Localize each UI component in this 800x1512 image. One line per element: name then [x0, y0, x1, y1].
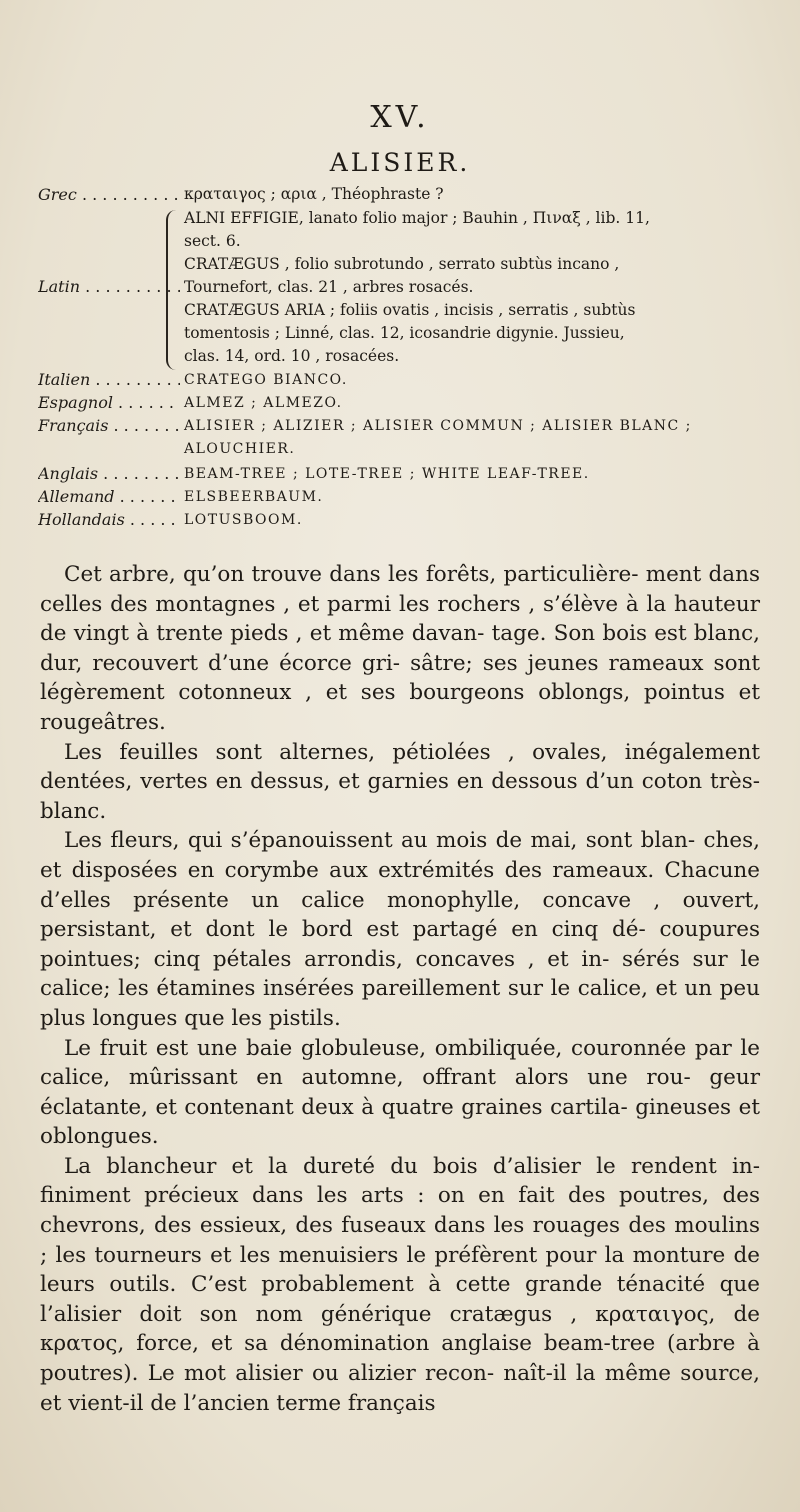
lang-label-espagnol: Espagnol . . . — [38, 391, 180, 414]
lang-label-latin: Latin . . . — [38, 275, 180, 298]
body-text — [40, 560, 760, 1418]
synonym-latin-line: clas. 14, ord. 10 , rosacées. — [184, 347, 400, 365]
lang-label-francais: Français . . . — [38, 414, 180, 437]
synonym-latin-line: Tournefort, clas. 21 , arbres rosacés. — [184, 278, 474, 296]
synonym-grec: κραταιγος ; αρια , Théophraste ? — [184, 185, 444, 203]
paragraph: Les feuilles sont alternes, pétiolées , ovales, inégalement dentées, vertes en dessus, et garnies en dessous d’un coton très-blanc. — [40, 739, 760, 824]
latin-brace — [166, 210, 178, 370]
synonym-francais: ALISIER ; ALIZIER ; ALISIER COMMUN ; ALISIER BLANC ; — [184, 418, 692, 434]
synonym-latin-line: tomentosis ; Linné, clas. 12, icosandrie digynie. Jussieu, — [184, 324, 625, 342]
synonym-anglais: BEAM-TREE ; LOTE-TREE ; WHITE LEAF-TREE. — [184, 466, 590, 482]
synonym-hollandais: LOTUSBOOM. — [184, 512, 303, 528]
synonym-latin-line: CRATÆGUS ARIA ; foliis ovatis , incisis , serratis , subtùs — [184, 301, 636, 319]
page-number: XV. — [370, 100, 430, 135]
chapter-title: ALISIER. — [329, 148, 471, 177]
paragraph: Les fleurs, qui s’épanouissent au mois de mai, sont blan- ches, et disposées en corymbe aux extrémités des rameaux. Chacune d’elles présente un calice monophylle, concave , ouvert, persistant, et dont le bord est partagé en cinq dé- coupures pointues; cinq pétales arrondis, concaves , et in- sérés sur le calice; les étamines insérées pareillement sur le calice, et un peu plus longues que les pistils. — [40, 828, 760, 1031]
lang-label-allemand: Allemand . . . — [38, 485, 180, 508]
synonym-espagnol: ALMEZ ; ALMEZO. — [184, 395, 343, 411]
lang-label-italien: Italien . . . — [38, 368, 180, 391]
paragraph: Le fruit est une baie globuleuse, ombiliquée, couronnée par le calice, mûrissant en automne, offrant alors une rou- geur éclatante, et contenant deux à quatre graines cartila- gineuses et oblongues. — [40, 1035, 760, 1150]
synonym-allemand: ELSBEERBAUM. — [184, 489, 324, 505]
lang-label-hollandais: Hollandais . . . — [38, 508, 180, 531]
synonym-latin-line: ALNI EFFIGIE, lanato folio major ; Bauhin , Πιναξ , lib. 11, — [184, 209, 650, 227]
synonym-latin-line: CRATÆGUS , folio subrotundo , serrato subtùs incano , — [184, 255, 620, 273]
synonym-italien: CRATEGO BIANCO. — [184, 372, 348, 388]
lang-label-anglais: Anglais . . . — [38, 462, 180, 485]
synonym-latin-line: sect. 6. — [184, 232, 241, 250]
paragraph: La blancheur et la dureté du bois d’alisier le rendent in- finiment précieux dans les arts : on en fait des poutres, des chevrons, des essieux, des fuseaux dans les rouages des moulins ; les tourneurs et les menuisiers le préfèrent pour la monture de leurs outils. C’est probablement à cette grande ténacité que l’alisier doit son nom générique cratægus , κραταιγος, de κρατος, force, et sa dénomination anglaise beam-tree (arbre à poutres). Le mot alisier ou alizier recon- naît-il la même source, et vient-il de l’ancien terme français — [40, 1153, 760, 1416]
lang-label-grec: Grec . . . — [38, 183, 180, 206]
synonym-francais-cont: ALOUCHIER. — [184, 441, 296, 457]
paragraph: Cet arbre, qu’on trouve dans les forêts, particulière- ment dans celles des montagnes , et parmi les rochers , s’élève à la hauteur de vingt à trente pieds , et même davan- tage. Son bois est blanc, dur, recouvert d’une écorce gri- sâtre; ses jeunes rameaux sont légèrement cotonneux , et ses bourgeons oblongs, pointus et rougeâtres. — [40, 562, 760, 735]
